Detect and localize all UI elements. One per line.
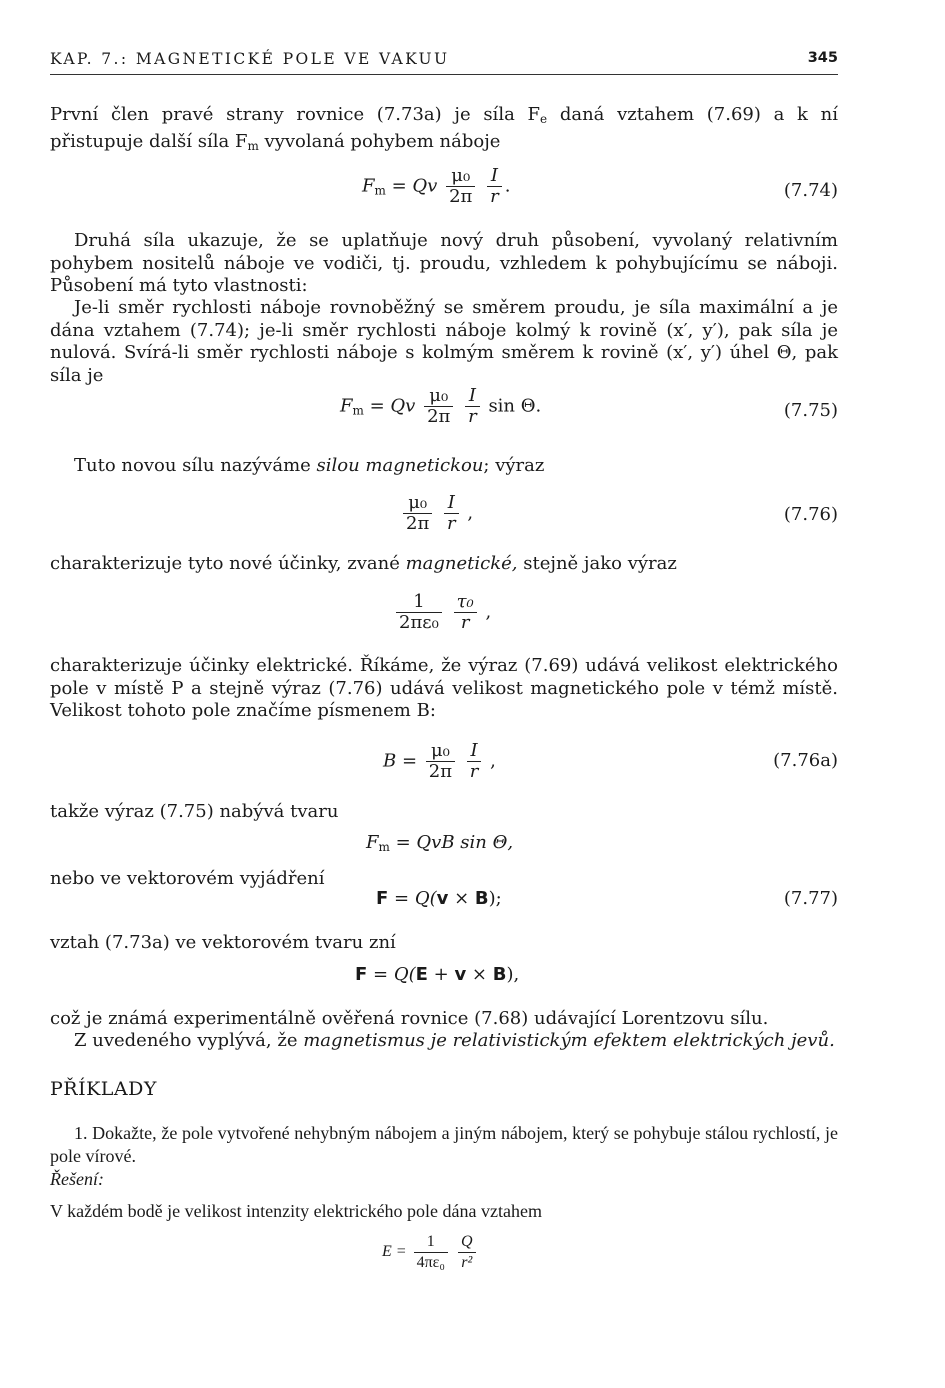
equation-lorentz: F = Q(E + v × B),: [355, 964, 520, 985]
header-rule: [50, 74, 838, 75]
paragraph-5: charakterizuje tyto nové účinky, zvané magnetické, stejně jako výraz: [50, 553, 677, 574]
paragraph-6: charakterizuje účinky elektrické. Říkáme, že výraz (7.69) udává velikost elektrického pole v místě P a stejně výraz (7.76) udává velikost magnetického pole v témž místě. Velikost tohoto pole značíme písmenem B:: [50, 655, 838, 722]
example-1-text: 1. Dokažte, že pole vytvořené nehybným nábojem a jiným nábojem, který se pohybuje stálou rychlostí, je pole vírové.: [50, 1123, 838, 1166]
paragraph-9: vztah (7.73a) ve vektorovém tvaru zní: [50, 932, 396, 953]
equation-fm: $F_m$ = QvB sin Θ,: [366, 832, 514, 854]
equation-number: (7.75): [783, 400, 838, 421]
page-number: 345: [807, 50, 838, 66]
equation-7-74: $F_m = Qv$ $\frac{\text{μ₀}}{2\pi}$ $\frac{I}{r}$ .: [362, 165, 511, 207]
equation-7-76: $\frac{\text{μ₀}}{2\pi}$ $\frac{I}{r}$ ,: [400, 493, 473, 534]
paragraph-7: takže výraz (7.75) nabývá tvaru: [50, 801, 339, 822]
paragraph-1: První člen pravé strany rovnice (7.73a) je síla $F_e$ daná vztahem (7.69) a k ní přistupuje další síla $F_m$ vyvolaná pohybem náboje: [50, 104, 839, 153]
running-header: [50, 50, 838, 72]
paragraph-10: což je známá experimentálně ověřená rovnice (7.68) udávající Lorentzovu sílu.: [50, 1008, 769, 1029]
equation-number: (7.76): [783, 504, 838, 525]
equation-E: E = $\frac{1}{\text{4πε₀}}$ $\frac{Q}{\text{r²}}$: [382, 1232, 479, 1273]
equation-7-76a: B = $\frac{\text{μ₀}}{2\pi}$ $\frac{I}{r}$ ,: [383, 740, 496, 782]
paragraph-2: Druhá síla ukazuje, že se uplatňuje nový druh působení, vyvolaný relativním pohybem nositelů náboje ve vodiči, tj. proudu, vzhledem k pohybujícímu se náboji. Působení má tyto vlastnosti:: [50, 230, 838, 297]
solution-label: Řešení:: [50, 1169, 104, 1189]
equation-number: (7.76a): [773, 750, 838, 771]
equation-electric: $\frac{1}{\text{2πε₀}}$ $\frac{\text{τ₀}}{r}$ ,: [393, 592, 491, 633]
equation-7-77: F = Q(v × B);: [376, 888, 502, 909]
equation-number: (7.77): [783, 888, 838, 909]
paragraph-3: Je-li směr rychlosti náboje rovnoběžný se směrem proudu, je síla maximální a je dána vztahem (7.74); je-li směr rychlosti náboje kolmý k rovině (x′, y′), pak síla je nulová. Svírá-li směr rychlosti náboje s kolmým směrem k rovině (x′, y′) úhel Θ, pak síla je: [50, 297, 838, 386]
examples-heading: PŘÍKLADY: [50, 1078, 157, 1100]
paragraph-8: nebo ve vektorovém vyjádření: [50, 868, 325, 889]
paragraph-4: Tuto novou sílu nazýváme silou magnetickou; výraz: [74, 455, 545, 476]
solution-text: V každém bodě je velikost intenzity elektrického pole dána vztahem: [50, 1201, 542, 1221]
equation-7-75: $F_m = Qv$ $\frac{\text{μ₀}}{2\pi}$ $\frac{I}{r}$ sin Θ.: [340, 385, 542, 427]
paragraph-11: Z uvedeného vyplývá, že magnetismus je relativistickým efektem elektrických jevů.: [74, 1030, 835, 1051]
equation-number: (7.74): [783, 180, 838, 201]
chapter-title: KAP. 7.: MAGNETICKÉ POLE VE VAKUU: [50, 50, 450, 68]
